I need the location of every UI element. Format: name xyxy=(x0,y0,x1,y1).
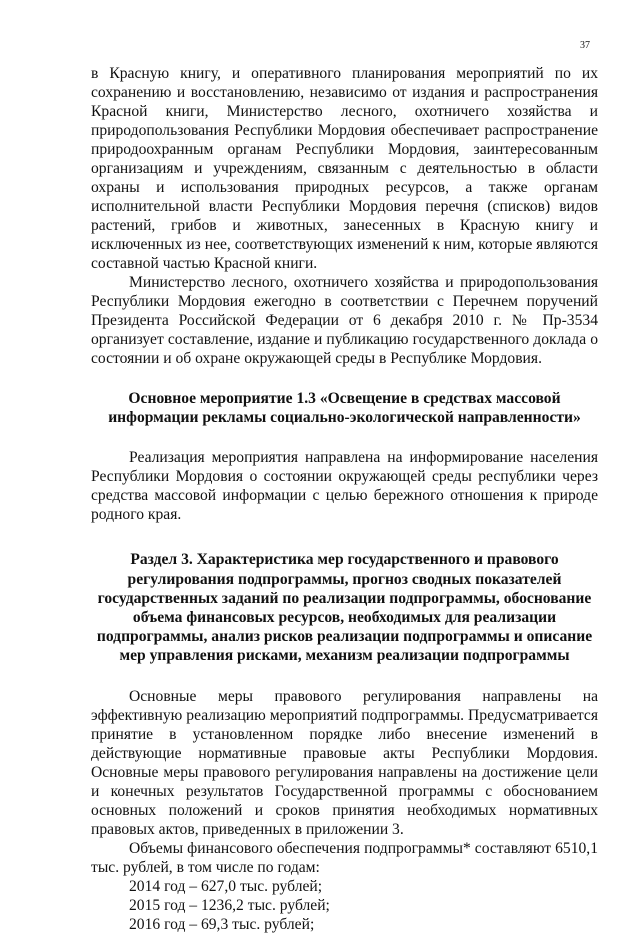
paragraph-media-coverage: Реализация мероприятия направлена на информирование населения Республики Мордовия о состоянии окружающей среды республики через средства массовой информации с целью бережного отношения к природе родного края. xyxy=(91,449,598,524)
paragraph-red-book-continuation: в Красную книгу, и оперативного планирования мероприятий по их сохранению и восстановлению, независимо от издания и распространения Красной книги, Министерство лесного, охотничего хозяйства и природопользования Республики Мордовия обеспечивает распространение природоохранным органам Республики Мордовия, заинтересованным организациям и учреждениям, связанным с деятельностью в области охраны и использования природных ресурсов, а также органам исполнительной власти Республики Мордовия перечня (списков) видов растений, грибов и животных, занесенных в Красную книгу и исключенных из нее, соответствующих изменений к ним, которые являются составной частью Красной книги. xyxy=(91,65,598,272)
heading-measure-1-3: Основное мероприятие 1.3 «Освещение в средствах массовой информации рекламы социально-экологической направленности» xyxy=(108,390,581,427)
paragraph-financing-volume: Объемы финансового обеспечения подпрограммы* составляют 6510,1 тыс. рублей, в том числе по годам: xyxy=(91,839,598,876)
paragraph-legal-regulation: Основные меры правового регулирования направлены на эффективную реализацию мероприятий подпрограммы. Предусматривается принятие в установленном порядке либо внесение изменений в действующие нормативные правовые акты Республики Мордовия. Основные меры правового регулирования направлены на достижение цели и конечных результатов Государственной программы с обоснованием основных положений и сроков принятия необходимых нормативных правовых актов, приведенных в приложении 3. xyxy=(91,687,598,838)
page-number: 37 xyxy=(580,40,590,51)
page-body xyxy=(91,64,598,934)
financing-year-2014: 2014 год – 627,0 тыс. рублей; xyxy=(129,877,323,895)
paragraph-ministry-report: Министерство лесного, охотничего хозяйства и природопользования Республики Мордовия ежегодно в соответствии с Перечнем поручений Президента Российской Федерации от 6 декабря 2010 г. № Пр-3534 организует составление, издание и публикацию государственного доклада о состоянии и об охране окружающей среды в Республике Мордовия. xyxy=(91,274,598,367)
heading-section-3: Раздел 3. Характеристика мер государственного и правового регулирования подпрограммы, прогноз сводных показателей государственных заданий по реализации подпрограммы, обоснование объема финансовых ресурсов, необходимых для реализации подпрограммы, анализ рисков реализации подпрограммы и описание мер управления рисками, механизм реализации подпрограммы xyxy=(96,551,593,665)
financing-year-2016: 2016 год – 69,3 тыс. рублей; xyxy=(129,915,315,933)
financing-year-2015: 2015 год – 1236,2 тыс. рублей; xyxy=(129,896,330,914)
